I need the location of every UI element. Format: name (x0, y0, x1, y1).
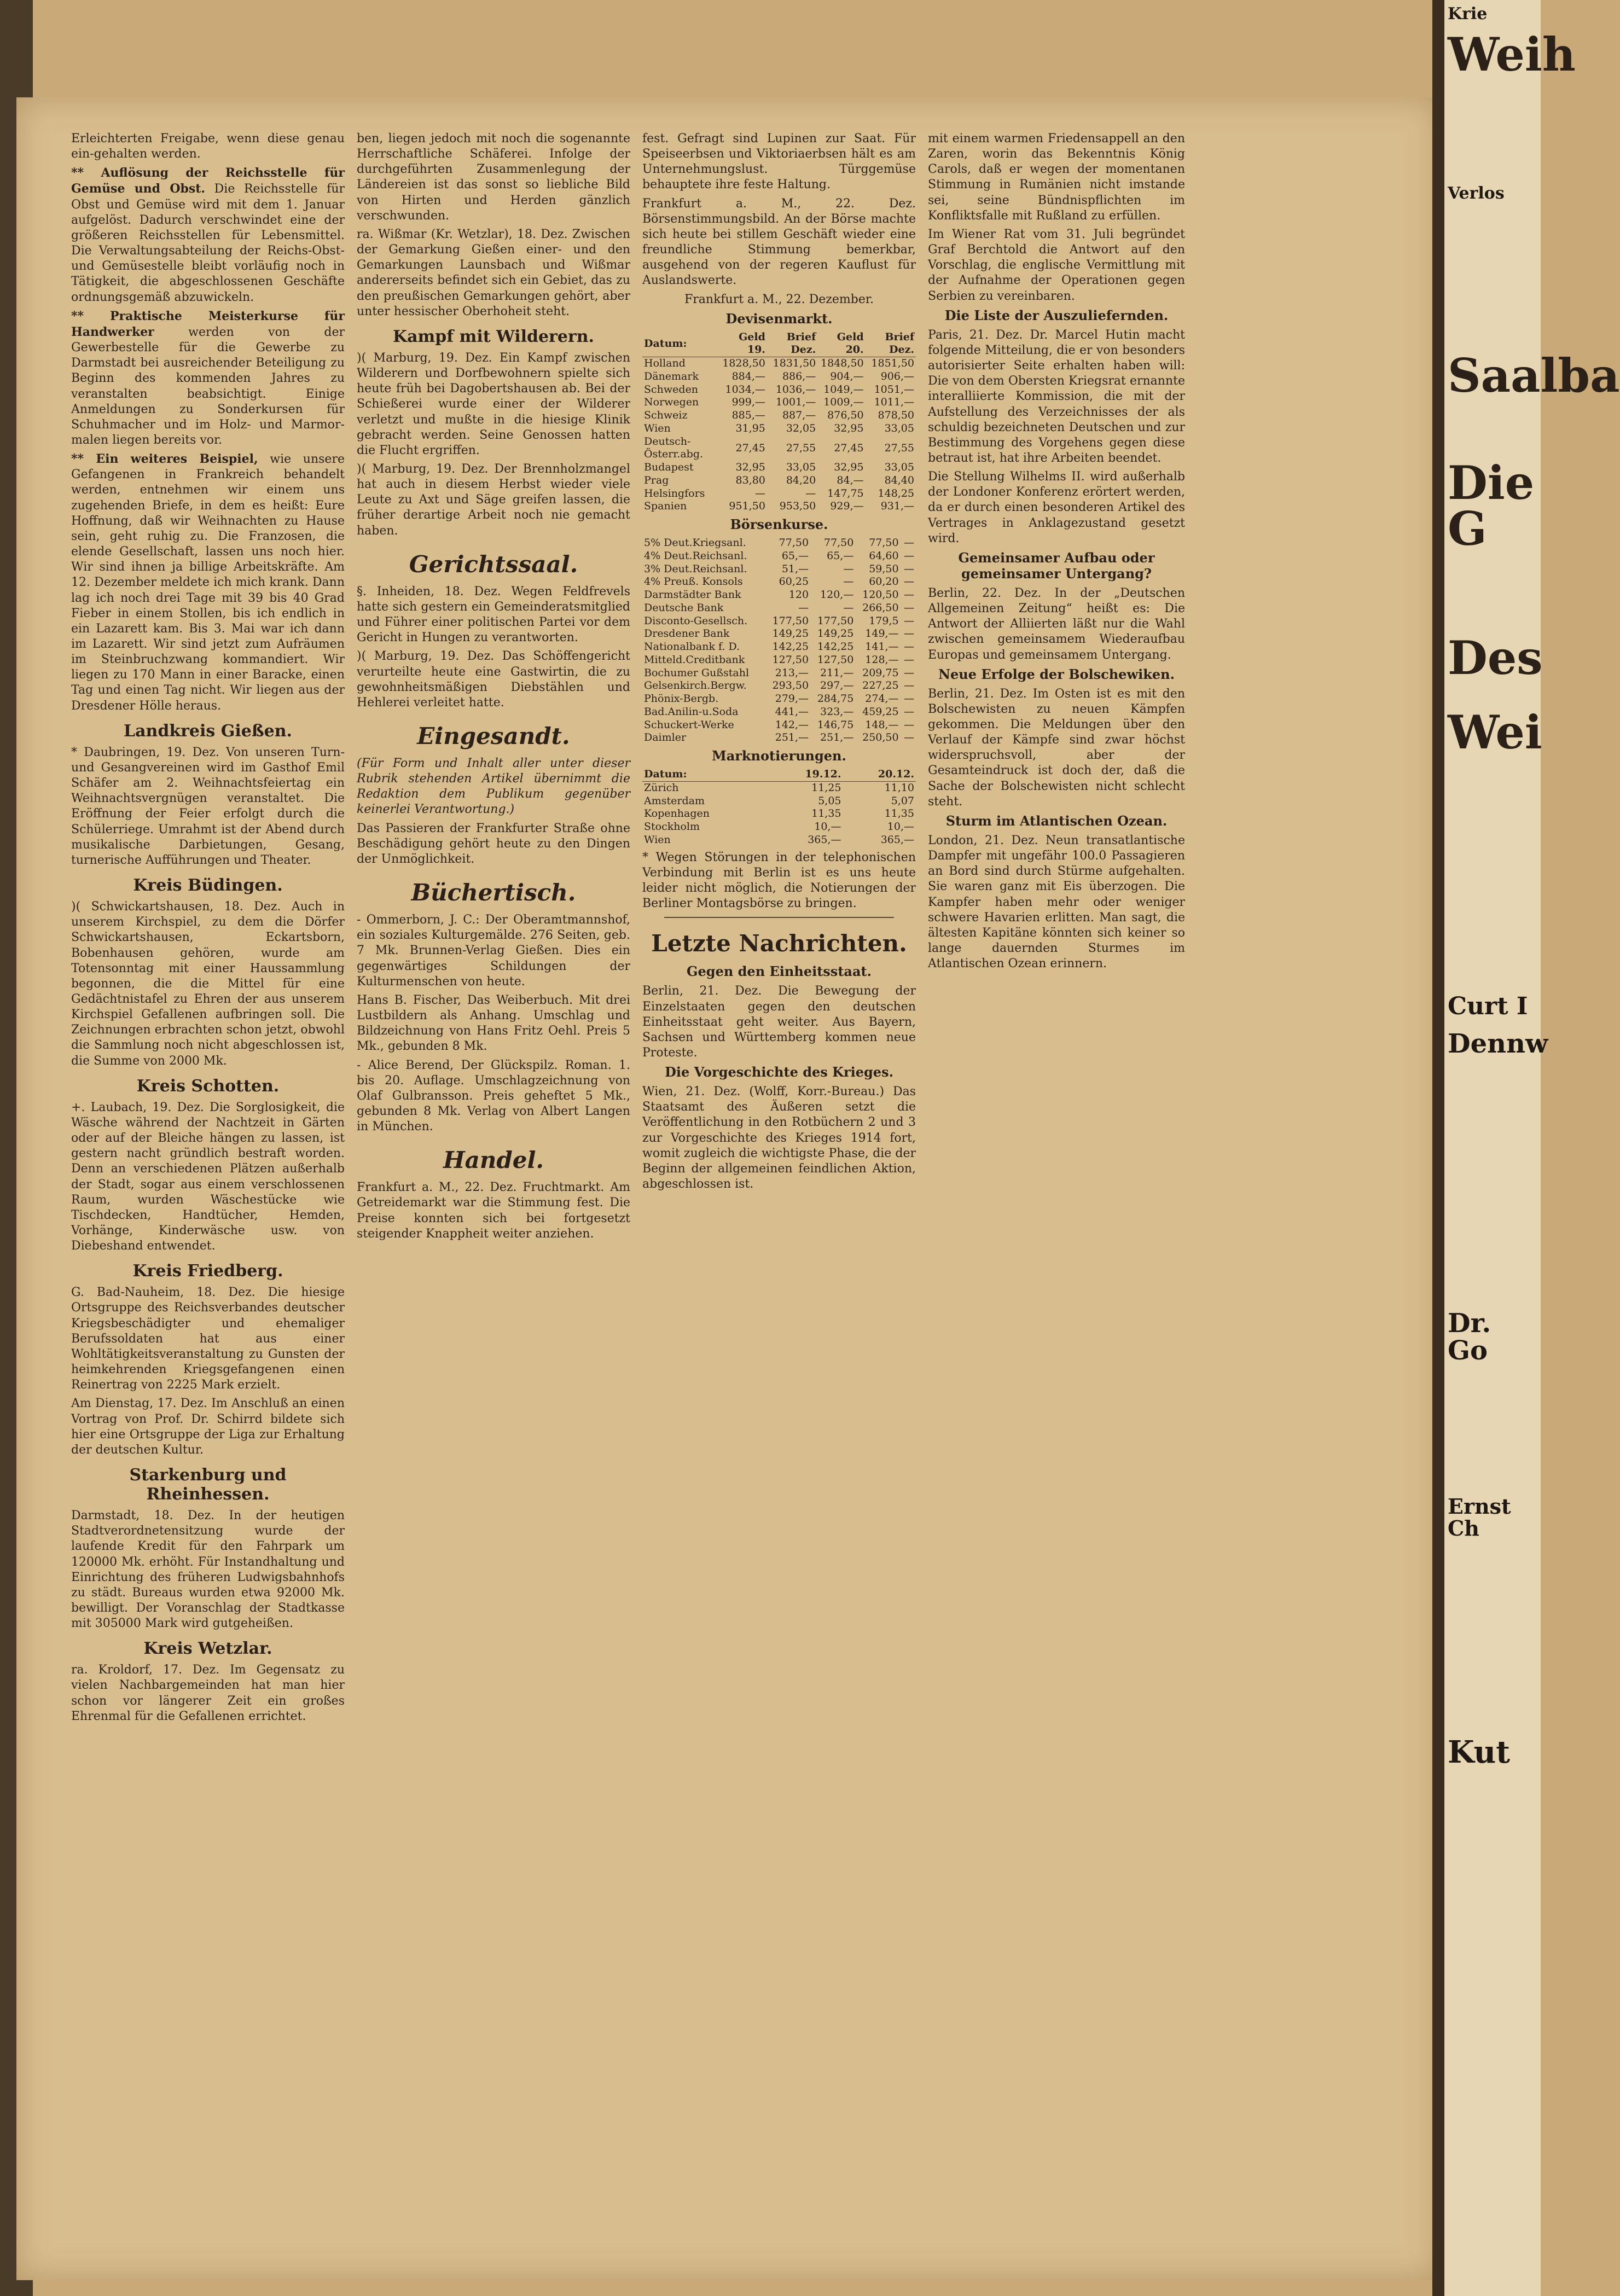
table-cell: Zürich (644, 781, 679, 794)
table-cell: 11,35 (884, 807, 914, 820)
table-cell: 141,— (865, 641, 899, 653)
table-row (642, 781, 916, 794)
table-cell: 274,— (865, 693, 899, 705)
article-text: Berlin, 22. Dez. In der „Deutschen Allgemeinen Zeitung“ heißt es: Die Antwort der Alliierten läßt nur die Wahl zwischen gemeinsamem Wiederaufbau Europas und gemeinsamem Untergang. (928, 586, 1185, 662)
table-cell: 1851,50 (871, 357, 914, 370)
table-cell: Disconto-Gesellsch. (644, 614, 748, 627)
article-heading: Neue Erfolge der Bolschewiken. (938, 666, 1175, 682)
table-cell: Wien (644, 833, 671, 846)
section-heading: Starkenburg und Rheinhessen. (129, 1466, 287, 1504)
table-row (642, 821, 916, 834)
table-row (642, 370, 916, 383)
table-cell: Deutsche Bank (644, 601, 724, 614)
article-heading: Die Liste der Auszuliefernden. (944, 307, 1169, 323)
article-text: ben, liegen jedoch mit noch die sogenannte Herrschaftliche Schäferei. Infolge der durchgeführten Zusammenlegung der Ländereien ist das sonst so liebliche Bild von Hirten und Herden gänzlich verschwunden. (357, 132, 630, 223)
section-heading: Kreis Schotten. (136, 1076, 280, 1096)
article-heading: Gemeinsamer Aufbau oder gemeinsamer Untergang? (958, 549, 1155, 582)
article-text: )( Schwickartshausen, 18. Dez. Auch in unserem Kirchspiel, zu dem die Dörfer Schwickartshausen, Eckartsborn, Bobenhausen gehören, wurde am Totensonntag mit einer Haussammlung begonnen, die die Mittel für eine Gedächtnistafel zu Ehren der aus unserem Kirchspiel Gefallenen aufbringen soll. Die Zeichnungen erbrachten schon jetzt, obwohl die Sammlung noch nicht abgeschlossen ist, die Summe von 2000 Mk. (71, 900, 345, 1068)
table-row (642, 563, 916, 576)
article-text: Darmstadt, 18. Dez. In der heutigen Stadtverordnetensitzung wurde der laufende Kredit für den Fahrpark um 120000 Mk. erhöht. Für Instandhaltung und Einrichtung des früheren Ludwigsbahnhofs zu städt. Bureaus wurden etwa 92000 Mk. bewilligt. Der Voranschlag der Stadtkasse mit 305000 Mark wird gutgeheißen. (71, 1509, 345, 1631)
table-cell: 885,— (731, 409, 765, 422)
table-cell: — (805, 487, 816, 499)
table-cell: 142,25 (772, 641, 809, 653)
article-heading: Die Vorgeschichte des Krieges. (665, 1064, 893, 1080)
table-header-cell: Datum: (642, 768, 770, 781)
section-heading-eingesandt: Eingesandt. (417, 723, 570, 749)
table-cell: 27,45 (735, 441, 765, 454)
table-cell: 284,75 (817, 693, 854, 705)
table-row (642, 654, 916, 667)
table-cell: 60,20 (869, 576, 899, 588)
table-cell: 1036,— (775, 383, 816, 396)
table-cell: 142,— (775, 718, 809, 731)
article-text: ra. Wißmar (Kr. Wetzlar), 18. Dez. Zwischen der Gemarkung Gießen einer- und den Gemarkungen Launsbach und Wißmar andererseits befindet sich ein Gebiet, das zu den preußischen Gemarkungen gehört, aber unter hessischer Oberhoheit steht. (357, 227, 630, 318)
edge-line-7: Wei (1448, 705, 1542, 759)
table-cell: 904,— (830, 370, 864, 382)
table-cell: 441,— (775, 705, 809, 718)
table-cell: 213,— (775, 666, 809, 679)
table-row (642, 834, 916, 847)
table-header-cell: Brief Dez. (767, 331, 817, 357)
table-row (642, 679, 916, 693)
table-cell: 149,— (865, 627, 899, 640)
table-row (642, 409, 916, 422)
article-text: Frankfurt a. M., 22. Dez. Börsenstimmungsbild. An der Börse machte sich heute bei stillem Geschäft wieder eine freundliche Stimmung bemerkbar, ausgehend von der regeren Kauflust für Auslandswerte. (642, 196, 916, 288)
column-3 (642, 131, 916, 1195)
table-row (642, 602, 916, 615)
table-header-cell: Brief Dez. (866, 331, 916, 357)
table-cell: Prag (644, 474, 669, 486)
table-cell: 1051,— (874, 383, 914, 396)
section-heading: Kampf mit Wilderern. (393, 327, 594, 346)
boersen-table (642, 537, 916, 745)
table-cell: Wien (644, 422, 671, 434)
table-row (642, 383, 916, 397)
article-text: * Daubringen, 19. Dez. Von unseren Turn- und Gesangvereinen wird im Gasthof Emil Schäfer am 2. Weihnachtsfeiertag ein Weihnachtsvergnügen veranstaltet. Die Eröffnung der Feier erfolgt durch die Schülerriege. Umrahmt ist der Abend durch musikalische Darbietungen, Gesang, turnerische Aufführungen und Theater. (71, 745, 345, 867)
table-row (642, 357, 916, 370)
table-row (642, 706, 916, 719)
article-text: §. Inheiden, 18. Dez. Wegen Feldfrevels hatte sich gestern ein Gemeinderatsmitglied und Führer einer politischen Partei vor dem Gericht in Hungen zu verantworten. (357, 584, 630, 645)
table-header-cell: 20.12. (843, 768, 916, 781)
article-text: Am Dienstag, 17. Dez. Im Anschluß an einen Vortrag von Prof. Dr. Schirrd bildete sich hier eine Ortsgruppe der Liga zur Erhaltung der deutschen Kultur. (71, 1397, 345, 1457)
table-cell: 27,55 (786, 441, 816, 454)
table-cell: Bochumer Gußstahl (644, 666, 750, 679)
table-cell: 84,40 (884, 474, 914, 486)
divider (664, 917, 894, 918)
table-cell: 323,— (820, 705, 854, 718)
mark-table (642, 768, 916, 847)
article-text: London, 21. Dez. Neun transatlantische Dampfer mit ungefähr 100.0 Passagieren an Bord sind durch Stürme aufgehalten. Sie waren ganz mit Eis überzogen. Die Kampfer haben mehr oder weniger schwere Havarien erlitten. Man sagt, die ältesten Kapitäne könnten sich keiner so lange dauernden Sturmes im Atlantischen Ozean erinnern. (928, 833, 1185, 971)
table-cell: — (904, 614, 914, 627)
table-cell: 65,— (827, 549, 854, 562)
article-text: - Ommerborn, J. C.: Der Oberamtmannshof, ein soziales Kulturgemälde. 276 Seiten, geb. 7 Mk. Brunnen-Verlag Gießen. Dies ein gegenwärtiges Schildungen der Kulturmenschen von heute. (357, 913, 630, 989)
table-cell: 884,— (731, 370, 765, 382)
table-cell: — (904, 653, 914, 666)
devisen-heading: Devisenmarkt. (725, 310, 833, 327)
mark-heading: Marknotierungen. (712, 748, 846, 764)
table-cell: — (904, 627, 914, 640)
table-cell: 127,50 (817, 653, 854, 666)
section-heading-letzte: Letzte Nachrichten. (651, 930, 907, 957)
table-cell: 64,60 (869, 549, 899, 562)
table-cell: 65,— (781, 549, 809, 562)
table-cell: 11,35 (811, 807, 841, 820)
section-heading-buechertisch: Büchertisch. (411, 879, 576, 906)
edge-line-2: Weih (1448, 27, 1576, 82)
table-cell: 120 (788, 589, 809, 601)
table-cell: 84,20 (786, 474, 816, 486)
table-cell: 177,50 (817, 614, 854, 627)
table-cell: Schweiz (644, 409, 688, 422)
table-row (642, 627, 916, 641)
table-cell: Nationalbank f. D. (644, 641, 740, 653)
table-cell: 84,— (837, 474, 864, 486)
table-cell: 32,95 (735, 461, 765, 474)
table-row (642, 795, 916, 808)
table-row (642, 500, 916, 513)
table-cell: Schuckert-Werke (644, 718, 734, 731)
article-text: Erleichterten Freigabe, wenn diese genau ein-gehalten werden. (71, 132, 345, 161)
section-heading: Kreis Wetzlar. (143, 1639, 272, 1659)
article-text: ** Praktische Meisterkurse für Handwerker werden von der Gewerbestelle für die Gewerbe zu Darmstadt bei ausreichender Beteiligung zu Beginn des kommenden Jahres zu veranstalten beabsichtigt. Einige Anmeldungen zu Sonderkursen für Schuhmacher und im Holz- und Marmor-malen liegen bereits vor. (71, 309, 345, 447)
article-text: )( Marburg, 19. Dez. Ein Kampf zwischen Wilderern und Dorfbewohnern spielte sich heute früh bei Dagobertshausen ab. Bei der Schießerei wurde einer der Wilderer verletzt und mußte in die hiesige Klinik gebracht werden. Seine Genossen hatten die Flucht ergriffen. (357, 351, 630, 457)
article-text: )( Marburg, 19. Dez. Der Brennholzmangel hat auch in diesem Herbst wieder viele Leute zu Axt und Säge greifen lassen, die früher derartige Arbeit noch nie gemacht haben. (357, 462, 630, 538)
table-cell: 179,5 (869, 614, 899, 627)
article-text: mit einem warmen Friedensappell an den Zaren, worin das Bekenntnis König Carols, daß er wegen der momentanen Stimmung in Rumänien nicht imstande sei, seine Bündnispflichten im Konfliktsfalle mit Rußland zu erfüllen. (928, 132, 1185, 223)
section-heading: Kreis Friedberg. (132, 1262, 283, 1281)
article-text: G. Bad-Nauheim, 18. Dez. Die hiesige Ortsgruppe des Reichsverbandes deutscher Kriegsbeschädigter und ehemaliger Berufssoldaten hat aus einer Wohltätigkeitsveranstaltung zu Gunsten der heimkehrenden Kriegsgefangenen einen Reinertrag von 2225 Mark erzielt. (71, 1286, 345, 1392)
table-cell: 147,75 (827, 487, 864, 499)
article-text: Berlin, 21. Dez. Im Osten ist es mit den Bolschewisten zu neuen Kämpfen gekommen. Die Meldungen über den Verlauf der Kämpfe sind zwar höchst widerspruchsvoll, aber der Gesamteindruck ist doch der, daß die Sache der Bolschewisten nicht schlecht steht. (928, 687, 1185, 809)
section-heading-gerichtssaal: Gerichtssaal. (409, 550, 578, 578)
table-cell: — (754, 487, 765, 499)
table-cell: 77,50 (823, 537, 854, 549)
table-cell: 127,50 (772, 653, 809, 666)
table-cell: — (904, 601, 914, 614)
table-cell: 886,— (782, 370, 816, 382)
table-row (642, 641, 916, 654)
table-cell: 251,— (820, 731, 854, 744)
article-text: - Alice Berend, Der Glückspilz. Roman. 1. bis 20. Auflage. Umschlagzeichnung von Olaf Gulbransson. Preis geheftet 5 Mk., gebunden 8 Mk. Verlag von Albert Langen in München. (357, 1058, 630, 1134)
table-cell: 1034,— (725, 383, 765, 396)
table-cell: 4% Preuß. Konsols (644, 576, 743, 588)
table-cell: — (904, 731, 914, 744)
table-cell: Phönix-Bergb. (644, 693, 719, 705)
table-cell: 251,— (775, 731, 809, 744)
table-cell: 148,— (865, 718, 899, 731)
table-row (642, 731, 916, 745)
table-cell: 3% Deut.Reichsanl. (644, 562, 747, 575)
table-cell: Stockholm (644, 821, 700, 833)
article-text: Berlin, 21. Dez. Die Bewegung der Einzelstaaten gegen den deutschen Einheitsstaat geht weiter. Aus Bayern, Sachsen und Württemberg kommen neue Proteste. (642, 984, 916, 1060)
article-heading: Sturm im Atlantischen Ozean. (945, 812, 1168, 829)
article-text: )( Marburg, 19. Dez. Das Schöffengericht verurteilte heute eine Gastwirtin, die zu gewohnheitsmäßigen Diebstählen und Hehlerei verleitet hatte. (357, 649, 630, 710)
table-cell: 1011,— (874, 396, 914, 409)
table-cell: 266,50 (862, 601, 899, 614)
table-cell: Kopenhagen (644, 807, 710, 820)
edge-line-1: Krie (1448, 4, 1488, 24)
table-header-cell: 19.12. (770, 768, 843, 781)
table-cell: Dänemark (644, 370, 699, 382)
article-text: Paris, 21. Dez. Dr. Marcel Hutin macht folgende Mitteilung, die er von besonders autorisierter Seite erhalten haben will: Die von dem Obersten Kriegsrat ernannte interalliierte Kommission, die mit der Aufstellung des Verzeichnisses der als schuldig bezeichneten Deutschen und zur Bestimmung des Vorgehens gegen diese betraut ist, hat ihre Arbeiten beendet. (928, 328, 1185, 465)
table-cell: 149,25 (772, 627, 809, 640)
table-cell: 211,— (820, 666, 854, 679)
table-cell: — (843, 562, 854, 575)
table-cell: 60,25 (779, 576, 809, 588)
edge-line-11: Ernst Ch (1448, 1494, 1511, 1541)
edge-line-8: Curt I (1448, 992, 1528, 1020)
table-cell: 59,50 (869, 562, 899, 575)
table-cell: 27,55 (884, 441, 914, 454)
article-text: Wien, 21. Dez. (Wolff, Korr.-Bureau.) Das Staatsamt des Äußeren setzt die Veröffentlichung in den Rotbüchern 2 und 3 zur Vorgeschichte des Krieges 1914 fort, womit zugleich die wichtigste Phase, die der Beginn der allgemeinen feindlichen Aktion, abgeschlossen ist. (642, 1085, 916, 1191)
table-cell: 33,05 (884, 461, 914, 474)
table-cell: Holland (644, 357, 686, 370)
table-row (642, 589, 916, 602)
table-cell: 250,50 (862, 731, 899, 744)
table-cell: 128,— (865, 653, 899, 666)
table-row (642, 396, 916, 409)
column-1 (71, 131, 345, 1728)
column-4 (928, 131, 1185, 975)
table-cell: 5,05 (818, 794, 841, 807)
table-cell: 887,— (782, 409, 816, 422)
table-row (642, 807, 916, 821)
table-cell: 142,25 (817, 641, 854, 653)
table-row (642, 474, 916, 487)
table-cell: — (904, 562, 914, 575)
devisen-table (642, 331, 916, 514)
edge-line-4: Saalba (1448, 348, 1620, 403)
table-cell: — (904, 666, 914, 679)
table-cell: 953,50 (779, 500, 816, 513)
table-cell: Deutsch-Österr.abg. (644, 435, 704, 461)
article-text: (Für Form und Inhalt aller unter dieser Rubrik stehenden Artikel übernimmt die Redaktion dem Publikum gegenüber keinerlei Verantwortung.) (357, 757, 630, 817)
table-cell: 297,— (820, 679, 854, 692)
table-header-cell: Datum: (642, 331, 719, 357)
table-cell: 27,45 (834, 441, 864, 454)
table-cell: 10,— (814, 821, 841, 833)
table-cell: 1828,50 (722, 357, 765, 370)
table-cell: 209,75 (862, 666, 899, 679)
table-cell: 951,50 (729, 500, 765, 513)
table-cell: 5% Deut.Kriegsanl. (644, 537, 746, 549)
table-cell: Schweden (644, 383, 699, 396)
edge-line-6: Des (1448, 631, 1543, 685)
table-cell: 11,10 (884, 781, 914, 794)
table-cell: 32,05 (786, 422, 816, 434)
table-cell: 149,25 (817, 627, 854, 640)
edge-line-3: Verlos (1448, 183, 1505, 203)
table-cell: — (904, 576, 914, 588)
table-cell: 148,25 (878, 487, 914, 499)
table-cell: 293,50 (772, 679, 809, 692)
table-cell: — (904, 693, 914, 705)
table-cell: 931,— (880, 500, 914, 513)
table-row (642, 576, 916, 589)
article-text: Hans B. Fischer, Das Weiberbuch. Mit drei Lustbildern als Anhang. Umschlag und Bildzeichnung von Hans Fritz Oehl. Preis 5 Mk., gebunden 8 Mk. (357, 993, 630, 1054)
table-cell: 83,80 (735, 474, 765, 486)
table-cell: 1049,— (823, 383, 864, 396)
boersen-heading: Börsenkurse. (730, 516, 828, 533)
table-cell: — (904, 549, 914, 562)
table-cell: 365,— (880, 833, 914, 846)
table-cell: Dresdener Bank (644, 627, 730, 640)
table-cell: 1009,— (823, 396, 864, 409)
table-cell: Norwegen (644, 396, 699, 409)
table-cell: 51,— (781, 562, 809, 575)
table-cell: 31,95 (735, 422, 765, 434)
table-cell: — (798, 601, 809, 614)
table-row (642, 693, 916, 706)
table-cell: 4% Deut.Reichsanl. (644, 549, 747, 562)
table-row (642, 615, 916, 628)
table-cell: 77,50 (869, 537, 899, 549)
table-cell: Darmstädter Bank (644, 589, 741, 601)
table-cell: 146,75 (817, 718, 854, 731)
edge-line-10: Dr. Go (1448, 1307, 1491, 1366)
table-cell: 10,— (887, 821, 914, 833)
table-cell: 120,50 (862, 589, 899, 601)
table-cell: — (904, 718, 914, 731)
table-cell: 1831,50 (773, 357, 816, 370)
table-cell: 929,— (830, 500, 864, 513)
table-cell: — (904, 679, 914, 692)
table-cell: Helsingfors (644, 487, 705, 499)
table-cell: 1001,— (775, 396, 816, 409)
table-cell: 11,25 (811, 781, 841, 794)
article-text: fest. Gefragt sind Lupinen zur Saat. Für Speiseerbsen und Viktoriaerbsen hält es am Unternehmungslust. Türggemüse behauptete ihre feste Haltung. (642, 132, 916, 192)
table-cell: 5,07 (891, 794, 914, 807)
table-cell: Gelsenkirch.Bergw. (644, 679, 747, 692)
article-text: ra. Kroldorf, 17. Dez. Im Gegensatz zu vielen Nachbargemeinden hat man hier schon vor längerer Zeit ein großes Ehrenmal für die Gefallenen errichtet. (71, 1663, 345, 1723)
column-2 (357, 131, 630, 1245)
table-row (642, 719, 916, 732)
adjacent-page-edge (1444, 0, 1620, 2296)
article-text: Im Wiener Rat vom 31. Juli begründet Graf Berchtold die Antwort auf den Vorschlag, die englische Vermittlung mit der Aufnahme der Operationen gegen Serbien zu vereinbaren. (928, 227, 1185, 303)
table-cell: 33,05 (884, 422, 914, 434)
table-cell: Bad.Anilin-u.Soda (644, 705, 739, 718)
table-cell: Budapest (644, 461, 694, 474)
section-heading: Landkreis Gießen. (124, 721, 292, 741)
table-cell: 32,95 (834, 461, 864, 474)
edge-line-12: Kut (1448, 1734, 1511, 1771)
article-text: ** Auflösung der Reichsstelle für Gemüse und Obst. Die Reichsstelle für Obst und Gemüse wird mit dem 1. Januar aufgelöst. Dadurch verschwindet eine der größeren Reichsstellen für Lebensmittel. Die Verwaltungsabteilung der Reichs-Obst- und Gemüsestelle bleibt vorläufig noch in Tätigkeit, die abgeschlossenen Geschäfte ordnungsgemäß abzuwickeln. (71, 166, 345, 304)
table-cell: Daimler (644, 731, 687, 744)
table-cell: 279,— (775, 693, 809, 705)
table-cell: 876,50 (827, 409, 864, 422)
table-cell: 77,50 (779, 537, 809, 549)
table-row (642, 422, 916, 435)
table-cell: 177,50 (772, 614, 809, 627)
table-cell: 459,25 (862, 705, 899, 718)
table-cell: 878,50 (878, 409, 914, 422)
article-text: Die Stellung Wilhelms II. wird außerhalb der Londoner Konferenz erörtert werden, da er durch einen besonderen Artikel des Vertrages in Anklagezustand gesetzt wird. (928, 470, 1185, 545)
table-cell: 999,— (731, 396, 765, 409)
table-cell: 906,— (880, 370, 914, 382)
table-cell: — (904, 589, 914, 601)
table-header-cell: Geld 20. (817, 331, 865, 357)
section-heading-handel: Handel. (443, 1147, 544, 1174)
table-cell: — (904, 705, 914, 718)
table-cell: — (843, 576, 854, 588)
table-cell: 32,95 (834, 422, 864, 434)
table-cell: 120,— (820, 589, 854, 601)
article-text: Frankfurt a. M., 22. Dez. Fruchtmarkt. Am Getreidemarkt war die Stimmung fest. Die Preise konnten sich bei fortgesetzt steigender Knappheit weiter anziehen. (357, 1181, 630, 1241)
table-cell: 365,— (808, 833, 841, 846)
table-row (642, 461, 916, 474)
edge-line-9: Dennw (1448, 1028, 1548, 1060)
table-row (642, 667, 916, 680)
table-cell: — (904, 537, 914, 549)
table-cell: 227,25 (862, 679, 899, 692)
table-row (642, 537, 916, 550)
table-cell: — (904, 641, 914, 653)
market-dateline: Frankfurt a. M., 22. Dezember. (684, 292, 874, 306)
article-text: * Wegen Störungen in der telephonischen Verbindung mit Berlin ist es uns heute leider nicht möglich, die Notierungen der Berliner Montagsbörse zu bringen. (642, 850, 916, 911)
section-heading: Kreis Büdingen. (133, 876, 283, 896)
article-text: ** Ein weiteres Beispiel, wie unsere Gefangenen in Frankreich behandelt werden, entnehmen wir einem uns zugehenden Briefe, in dem es heißt: Eure Hoffnung, daß wir Weihnachten zu Hause sein, geht ruhig zu. Die Franzosen, die elende Gesellschaft, lassen uns noch hier. Wir sind ihnen ja billige Arbeitskräfte. Am 12. Dezember meldete ich mich krank. Dann lag ich noch drei Tage mit 39 bis 40 Grad Fieber in einem Stollen, bis ich endlich in ein Lazarett kam. Bis 3. Mai war ich dann im Lazarett. Wir sind jetzt zum Aufräumen im Steinbruchzwang kommandiert. Wir liegen zu 170 Mann in einer Baracke, einen Tag und einen Tag nicht. Wir liegen aus der Dresdener Hölle heraus. (71, 452, 345, 713)
article-text: Das Passieren der Frankfurter Straße ohne Beschädigung gehört heute zu den Dingen der Unmöglichkeit. (357, 821, 630, 866)
table-cell: — (843, 601, 854, 614)
table-cell: Spanien (644, 500, 687, 513)
article-text: +. Laubach, 19. Dez. Die Sorglosigkeit, die Wäsche während der Nachtzeit in Gärten oder auf der Bleiche hängen zu lassen, ist gestern nacht gründlich bestraft worden. Denn an verschiedenen Plätzen außerhalb der Stadt, sogar aus einem verschlossenen Raum, wurden Wäschestücke wie Tischdecken, Handtücher, Hemden, Vorhänge, Kinderwäsche usw. von Diebeshand entwendet. (71, 1100, 345, 1253)
table-cell: Amsterdam (644, 794, 705, 807)
table-row (642, 487, 916, 501)
table-header-cell: Geld 19. (719, 331, 767, 357)
table-row (642, 435, 916, 462)
table-cell: Mitteld.Creditbank (644, 653, 745, 666)
table-cell: 1848,50 (821, 357, 864, 370)
table-cell: 33,05 (786, 461, 816, 474)
page-fold (1432, 0, 1444, 2296)
edge-line-5: Die G (1448, 456, 1535, 556)
table-row (642, 550, 916, 563)
article-heading: Gegen den Einheitsstaat. (687, 963, 872, 980)
